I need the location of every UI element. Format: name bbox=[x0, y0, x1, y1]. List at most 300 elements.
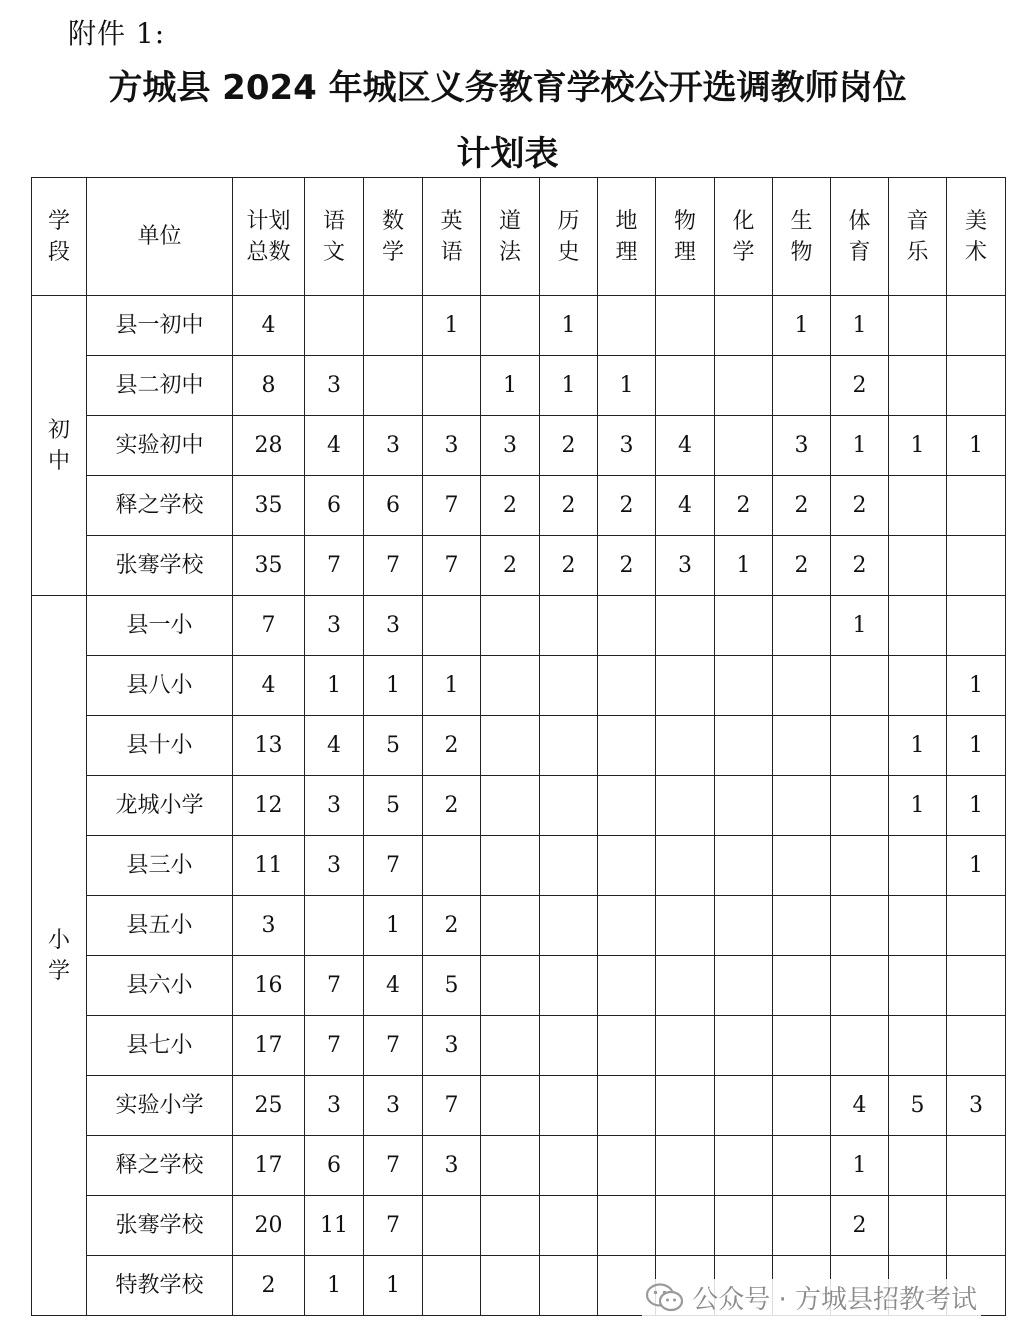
count-cell bbox=[540, 836, 598, 896]
table-row bbox=[32, 716, 1006, 776]
unit-cell: 县三小 bbox=[87, 836, 233, 896]
header-char: 史 bbox=[557, 239, 580, 265]
count-cell bbox=[947, 956, 1006, 1016]
count-cell: 7 bbox=[364, 536, 423, 596]
count-cell bbox=[773, 1196, 831, 1256]
count-cell: 1 bbox=[947, 836, 1006, 896]
header-char: 历 bbox=[557, 208, 580, 234]
count-cell bbox=[598, 716, 656, 776]
count-cell bbox=[540, 716, 598, 776]
count-cell: 2 bbox=[423, 776, 481, 836]
count-cell bbox=[947, 1196, 1006, 1256]
header-char: 文 bbox=[322, 239, 345, 265]
count-cell bbox=[715, 956, 773, 1016]
count-cell: 7 bbox=[364, 1136, 423, 1196]
table-row bbox=[32, 416, 1006, 476]
count-cell bbox=[481, 716, 540, 776]
count-cell bbox=[423, 596, 481, 656]
header-char: 英 bbox=[440, 208, 463, 234]
header-char: 计划 bbox=[246, 208, 291, 234]
unit-cell: 龙城小学 bbox=[87, 776, 233, 836]
header-char: 数 bbox=[381, 208, 404, 234]
count-cell bbox=[715, 1196, 773, 1256]
count-cell bbox=[889, 1196, 947, 1256]
header-subject bbox=[598, 178, 656, 296]
header-char: 术 bbox=[964, 239, 987, 265]
count-cell: 1 bbox=[305, 1256, 364, 1316]
count-cell: 1 bbox=[715, 536, 773, 596]
count-cell: 1 bbox=[423, 296, 481, 356]
count-cell bbox=[540, 1016, 598, 1076]
count-cell bbox=[947, 296, 1006, 356]
count-cell: 2 bbox=[540, 476, 598, 536]
count-cell: 3 bbox=[773, 416, 831, 476]
count-cell: 1 bbox=[364, 1256, 423, 1316]
count-cell bbox=[773, 1016, 831, 1076]
count-cell: 3 bbox=[305, 356, 364, 416]
count-cell: 2 bbox=[481, 536, 540, 596]
count-cell bbox=[423, 1256, 481, 1316]
header-char: 语 bbox=[322, 208, 345, 234]
count-cell bbox=[947, 356, 1006, 416]
count-cell bbox=[715, 1016, 773, 1076]
header-char: 语 bbox=[440, 239, 463, 265]
count-cell: 2 bbox=[481, 476, 540, 536]
count-cell bbox=[540, 956, 598, 1016]
count-cell: 5 bbox=[889, 1076, 947, 1136]
total-cell: 2 bbox=[233, 1256, 305, 1316]
total-cell: 13 bbox=[233, 716, 305, 776]
count-cell: 7 bbox=[364, 1196, 423, 1256]
header-unit: 单位 bbox=[87, 178, 233, 296]
unit-cell: 县七小 bbox=[87, 1016, 233, 1076]
attachment-label: 附件 1: bbox=[68, 17, 166, 50]
count-cell: 1 bbox=[947, 776, 1006, 836]
header-subject bbox=[656, 178, 715, 296]
count-cell bbox=[656, 1136, 715, 1196]
header-char: 育 bbox=[848, 239, 871, 265]
count-cell: 2 bbox=[773, 536, 831, 596]
unit-cell: 县十小 bbox=[87, 716, 233, 776]
header-subject bbox=[423, 178, 481, 296]
count-cell bbox=[481, 836, 540, 896]
count-cell bbox=[656, 776, 715, 836]
count-cell: 1 bbox=[831, 296, 889, 356]
header-char: 学 bbox=[381, 239, 404, 265]
count-cell bbox=[481, 296, 540, 356]
count-cell bbox=[715, 776, 773, 836]
page-title: 方城县 2024 年城区义务教育学校公开选调教师岗位 bbox=[108, 68, 907, 108]
count-cell bbox=[305, 296, 364, 356]
count-cell bbox=[947, 896, 1006, 956]
total-cell: 35 bbox=[233, 536, 305, 596]
count-cell bbox=[656, 1076, 715, 1136]
header-char: 学 bbox=[732, 239, 755, 265]
header-subject bbox=[947, 178, 1006, 296]
count-cell bbox=[889, 956, 947, 1016]
header-char: 段 bbox=[47, 239, 70, 265]
count-cell: 7 bbox=[423, 1076, 481, 1136]
count-cell bbox=[656, 716, 715, 776]
count-cell bbox=[773, 836, 831, 896]
unit-cell: 县一小 bbox=[87, 596, 233, 656]
count-cell bbox=[947, 476, 1006, 536]
count-cell: 6 bbox=[364, 476, 423, 536]
header-subject bbox=[831, 178, 889, 296]
unit-cell: 县五小 bbox=[87, 896, 233, 956]
count-cell: 1 bbox=[598, 356, 656, 416]
unit-cell: 县一初中 bbox=[87, 296, 233, 356]
count-cell bbox=[598, 1196, 656, 1256]
header-char: 化 bbox=[732, 208, 755, 234]
count-cell: 1 bbox=[889, 776, 947, 836]
table-row bbox=[32, 1196, 1006, 1256]
header-subject bbox=[364, 178, 423, 296]
count-cell bbox=[889, 356, 947, 416]
count-cell bbox=[715, 716, 773, 776]
count-cell bbox=[540, 1136, 598, 1196]
count-cell: 7 bbox=[423, 476, 481, 536]
count-cell bbox=[715, 1136, 773, 1196]
total-cell: 3 bbox=[233, 896, 305, 956]
count-cell: 4 bbox=[305, 416, 364, 476]
count-cell: 2 bbox=[831, 476, 889, 536]
count-cell bbox=[598, 596, 656, 656]
count-cell: 2 bbox=[598, 536, 656, 596]
count-cell bbox=[423, 836, 481, 896]
count-cell bbox=[831, 716, 889, 776]
table-row bbox=[32, 1136, 1006, 1196]
count-cell bbox=[540, 1196, 598, 1256]
count-cell: 5 bbox=[364, 716, 423, 776]
count-cell: 1 bbox=[947, 416, 1006, 476]
unit-cell: 县六小 bbox=[87, 956, 233, 1016]
count-cell: 1 bbox=[831, 596, 889, 656]
count-cell: 1 bbox=[947, 716, 1006, 776]
count-cell bbox=[364, 356, 423, 416]
count-cell bbox=[481, 656, 540, 716]
count-cell bbox=[540, 596, 598, 656]
total-cell: 25 bbox=[233, 1076, 305, 1136]
header-subject bbox=[773, 178, 831, 296]
header-char: 总数 bbox=[246, 239, 291, 265]
count-cell: 4 bbox=[656, 476, 715, 536]
count-cell: 2 bbox=[715, 476, 773, 536]
header-char: 小 bbox=[47, 927, 70, 953]
count-cell bbox=[656, 836, 715, 896]
count-cell bbox=[364, 296, 423, 356]
header-char: 理 bbox=[673, 239, 696, 265]
count-cell bbox=[656, 596, 715, 656]
header-char: 乐 bbox=[906, 239, 929, 265]
count-cell bbox=[598, 656, 656, 716]
count-cell: 3 bbox=[364, 1076, 423, 1136]
count-cell: 7 bbox=[423, 536, 481, 596]
count-cell bbox=[889, 836, 947, 896]
total-cell: 4 bbox=[233, 656, 305, 716]
header-subject bbox=[305, 178, 364, 296]
count-cell: 3 bbox=[481, 416, 540, 476]
count-cell bbox=[598, 1136, 656, 1196]
count-cell bbox=[831, 896, 889, 956]
count-cell bbox=[715, 1076, 773, 1136]
count-cell bbox=[540, 1256, 598, 1316]
count-cell: 3 bbox=[364, 416, 423, 476]
count-cell bbox=[831, 836, 889, 896]
header-char: 理 bbox=[615, 239, 638, 265]
count-cell: 6 bbox=[305, 476, 364, 536]
count-cell: 6 bbox=[305, 1136, 364, 1196]
count-cell bbox=[540, 776, 598, 836]
count-cell: 1 bbox=[947, 656, 1006, 716]
count-cell bbox=[947, 596, 1006, 656]
count-cell: 7 bbox=[305, 1016, 364, 1076]
count-cell: 1 bbox=[481, 356, 540, 416]
count-cell: 7 bbox=[305, 956, 364, 1016]
count-cell bbox=[773, 956, 831, 1016]
count-cell: 3 bbox=[305, 836, 364, 896]
total-cell: 12 bbox=[233, 776, 305, 836]
count-cell bbox=[773, 896, 831, 956]
table-row bbox=[32, 296, 1006, 356]
count-cell bbox=[598, 776, 656, 836]
header-row bbox=[32, 178, 1006, 296]
header-char: 物 bbox=[790, 239, 813, 265]
count-cell bbox=[889, 296, 947, 356]
count-cell: 7 bbox=[364, 836, 423, 896]
unit-cell: 特教学校 bbox=[87, 1256, 233, 1316]
unit-cell: 实验初中 bbox=[87, 416, 233, 476]
unit-cell: 县二初中 bbox=[87, 356, 233, 416]
count-cell bbox=[715, 896, 773, 956]
header-char: 地 bbox=[615, 208, 638, 234]
count-cell bbox=[889, 896, 947, 956]
count-cell: 1 bbox=[773, 296, 831, 356]
table-row bbox=[32, 836, 1006, 896]
count-cell: 3 bbox=[305, 776, 364, 836]
count-cell: 1 bbox=[540, 356, 598, 416]
header-char: 学 bbox=[47, 208, 70, 234]
unit-cell: 释之学校 bbox=[87, 476, 233, 536]
count-cell bbox=[715, 596, 773, 656]
count-cell: 1 bbox=[305, 656, 364, 716]
count-cell bbox=[656, 356, 715, 416]
count-cell: 2 bbox=[773, 476, 831, 536]
total-cell: 17 bbox=[233, 1016, 305, 1076]
count-cell: 1 bbox=[889, 716, 947, 776]
header-char: 体 bbox=[848, 208, 871, 234]
header-char: 物 bbox=[673, 208, 696, 234]
total-cell: 8 bbox=[233, 356, 305, 416]
stage-cell bbox=[32, 596, 87, 1316]
count-cell bbox=[773, 1136, 831, 1196]
total-cell: 11 bbox=[233, 836, 305, 896]
header-char: 学 bbox=[47, 958, 70, 984]
count-cell bbox=[540, 1076, 598, 1136]
header-subject bbox=[540, 178, 598, 296]
plan-table bbox=[31, 177, 1006, 1316]
count-cell bbox=[656, 1016, 715, 1076]
count-cell bbox=[481, 1136, 540, 1196]
count-cell bbox=[947, 536, 1006, 596]
count-cell bbox=[423, 1196, 481, 1256]
count-cell bbox=[598, 896, 656, 956]
count-cell bbox=[540, 896, 598, 956]
count-cell: 2 bbox=[540, 416, 598, 476]
count-cell bbox=[598, 1016, 656, 1076]
table-row bbox=[32, 536, 1006, 596]
count-cell: 5 bbox=[423, 956, 481, 1016]
unit-cell: 县八小 bbox=[87, 656, 233, 716]
count-cell bbox=[773, 716, 831, 776]
total-cell: 7 bbox=[233, 596, 305, 656]
count-cell bbox=[305, 896, 364, 956]
count-cell: 3 bbox=[305, 596, 364, 656]
table-row bbox=[32, 776, 1006, 836]
count-cell: 3 bbox=[947, 1076, 1006, 1136]
header-char: 中 bbox=[47, 448, 70, 474]
plan-table-body bbox=[32, 178, 1006, 1316]
table-row bbox=[32, 896, 1006, 956]
count-cell bbox=[947, 1136, 1006, 1196]
count-cell bbox=[831, 1016, 889, 1076]
count-cell bbox=[947, 1016, 1006, 1076]
count-cell bbox=[889, 536, 947, 596]
count-cell bbox=[889, 1016, 947, 1076]
header-stage bbox=[32, 178, 87, 296]
count-cell: 4 bbox=[305, 716, 364, 776]
count-cell: 1 bbox=[364, 656, 423, 716]
count-cell: 2 bbox=[831, 356, 889, 416]
table-row bbox=[32, 956, 1006, 1016]
count-cell: 3 bbox=[423, 1016, 481, 1076]
count-cell: 7 bbox=[364, 1016, 423, 1076]
count-cell bbox=[656, 896, 715, 956]
count-cell bbox=[889, 596, 947, 656]
count-cell bbox=[481, 596, 540, 656]
count-cell bbox=[831, 776, 889, 836]
header-total bbox=[233, 178, 305, 296]
header-char: 道 bbox=[498, 208, 521, 234]
wechat-icon bbox=[646, 1283, 684, 1313]
count-cell bbox=[656, 956, 715, 1016]
count-cell bbox=[481, 1196, 540, 1256]
count-cell bbox=[481, 776, 540, 836]
count-cell bbox=[715, 656, 773, 716]
count-cell: 3 bbox=[364, 596, 423, 656]
count-cell bbox=[889, 1136, 947, 1196]
unit-cell: 释之学校 bbox=[87, 1136, 233, 1196]
count-cell bbox=[481, 956, 540, 1016]
unit-cell: 实验小学 bbox=[87, 1076, 233, 1136]
count-cell bbox=[831, 656, 889, 716]
count-cell bbox=[715, 356, 773, 416]
count-cell: 2 bbox=[831, 1196, 889, 1256]
count-cell: 1 bbox=[364, 896, 423, 956]
header-subject bbox=[889, 178, 947, 296]
count-cell: 3 bbox=[305, 1076, 364, 1136]
count-cell bbox=[773, 596, 831, 656]
count-cell: 1 bbox=[831, 1136, 889, 1196]
stage-cell bbox=[32, 296, 87, 596]
count-cell bbox=[598, 296, 656, 356]
count-cell bbox=[481, 1256, 540, 1316]
unit-cell: 张骞学校 bbox=[87, 536, 233, 596]
count-cell: 4 bbox=[364, 956, 423, 1016]
count-cell: 2 bbox=[423, 716, 481, 776]
count-cell bbox=[715, 296, 773, 356]
count-cell: 7 bbox=[305, 536, 364, 596]
count-cell bbox=[715, 416, 773, 476]
count-cell: 1 bbox=[831, 416, 889, 476]
count-cell: 3 bbox=[423, 1136, 481, 1196]
count-cell bbox=[598, 956, 656, 1016]
count-cell bbox=[889, 476, 947, 536]
count-cell bbox=[481, 1016, 540, 1076]
table-row bbox=[32, 1076, 1006, 1136]
table-row bbox=[32, 476, 1006, 536]
count-cell bbox=[598, 1076, 656, 1136]
count-cell: 4 bbox=[831, 1076, 889, 1136]
count-cell: 1 bbox=[889, 416, 947, 476]
header-char: 美 bbox=[964, 208, 987, 234]
total-cell: 35 bbox=[233, 476, 305, 536]
count-cell: 3 bbox=[656, 536, 715, 596]
count-cell bbox=[481, 896, 540, 956]
count-cell bbox=[889, 656, 947, 716]
count-cell: 5 bbox=[364, 776, 423, 836]
table-row bbox=[32, 596, 1006, 656]
header-char: 生 bbox=[790, 208, 813, 234]
header-char: 初 bbox=[47, 417, 70, 443]
count-cell bbox=[481, 1076, 540, 1136]
total-cell: 28 bbox=[233, 416, 305, 476]
watermark bbox=[642, 1279, 981, 1316]
total-cell: 16 bbox=[233, 956, 305, 1016]
count-cell bbox=[656, 296, 715, 356]
count-cell: 2 bbox=[831, 536, 889, 596]
count-cell bbox=[831, 956, 889, 1016]
count-cell bbox=[656, 656, 715, 716]
count-cell: 3 bbox=[423, 416, 481, 476]
total-cell: 17 bbox=[233, 1136, 305, 1196]
header-subject bbox=[715, 178, 773, 296]
count-cell bbox=[715, 836, 773, 896]
count-cell bbox=[773, 1076, 831, 1136]
header-char: 音 bbox=[906, 208, 929, 234]
count-cell bbox=[773, 776, 831, 836]
total-cell: 4 bbox=[233, 296, 305, 356]
table-row bbox=[32, 356, 1006, 416]
count-cell: 1 bbox=[423, 656, 481, 716]
count-cell: 2 bbox=[598, 476, 656, 536]
count-cell bbox=[598, 836, 656, 896]
count-cell: 1 bbox=[540, 296, 598, 356]
header-char: 法 bbox=[498, 239, 521, 265]
count-cell bbox=[773, 356, 831, 416]
table-row bbox=[32, 1016, 1006, 1076]
page-subtitle: 计划表 bbox=[456, 134, 559, 174]
count-cell: 3 bbox=[598, 416, 656, 476]
unit-cell: 张骞学校 bbox=[87, 1196, 233, 1256]
count-cell bbox=[773, 656, 831, 716]
count-cell bbox=[540, 656, 598, 716]
count-cell: 4 bbox=[656, 416, 715, 476]
count-cell: 2 bbox=[423, 896, 481, 956]
count-cell bbox=[656, 1196, 715, 1256]
count-cell bbox=[423, 356, 481, 416]
watermark-text: 公众号 · 方城县招教考试 bbox=[692, 1285, 977, 1315]
